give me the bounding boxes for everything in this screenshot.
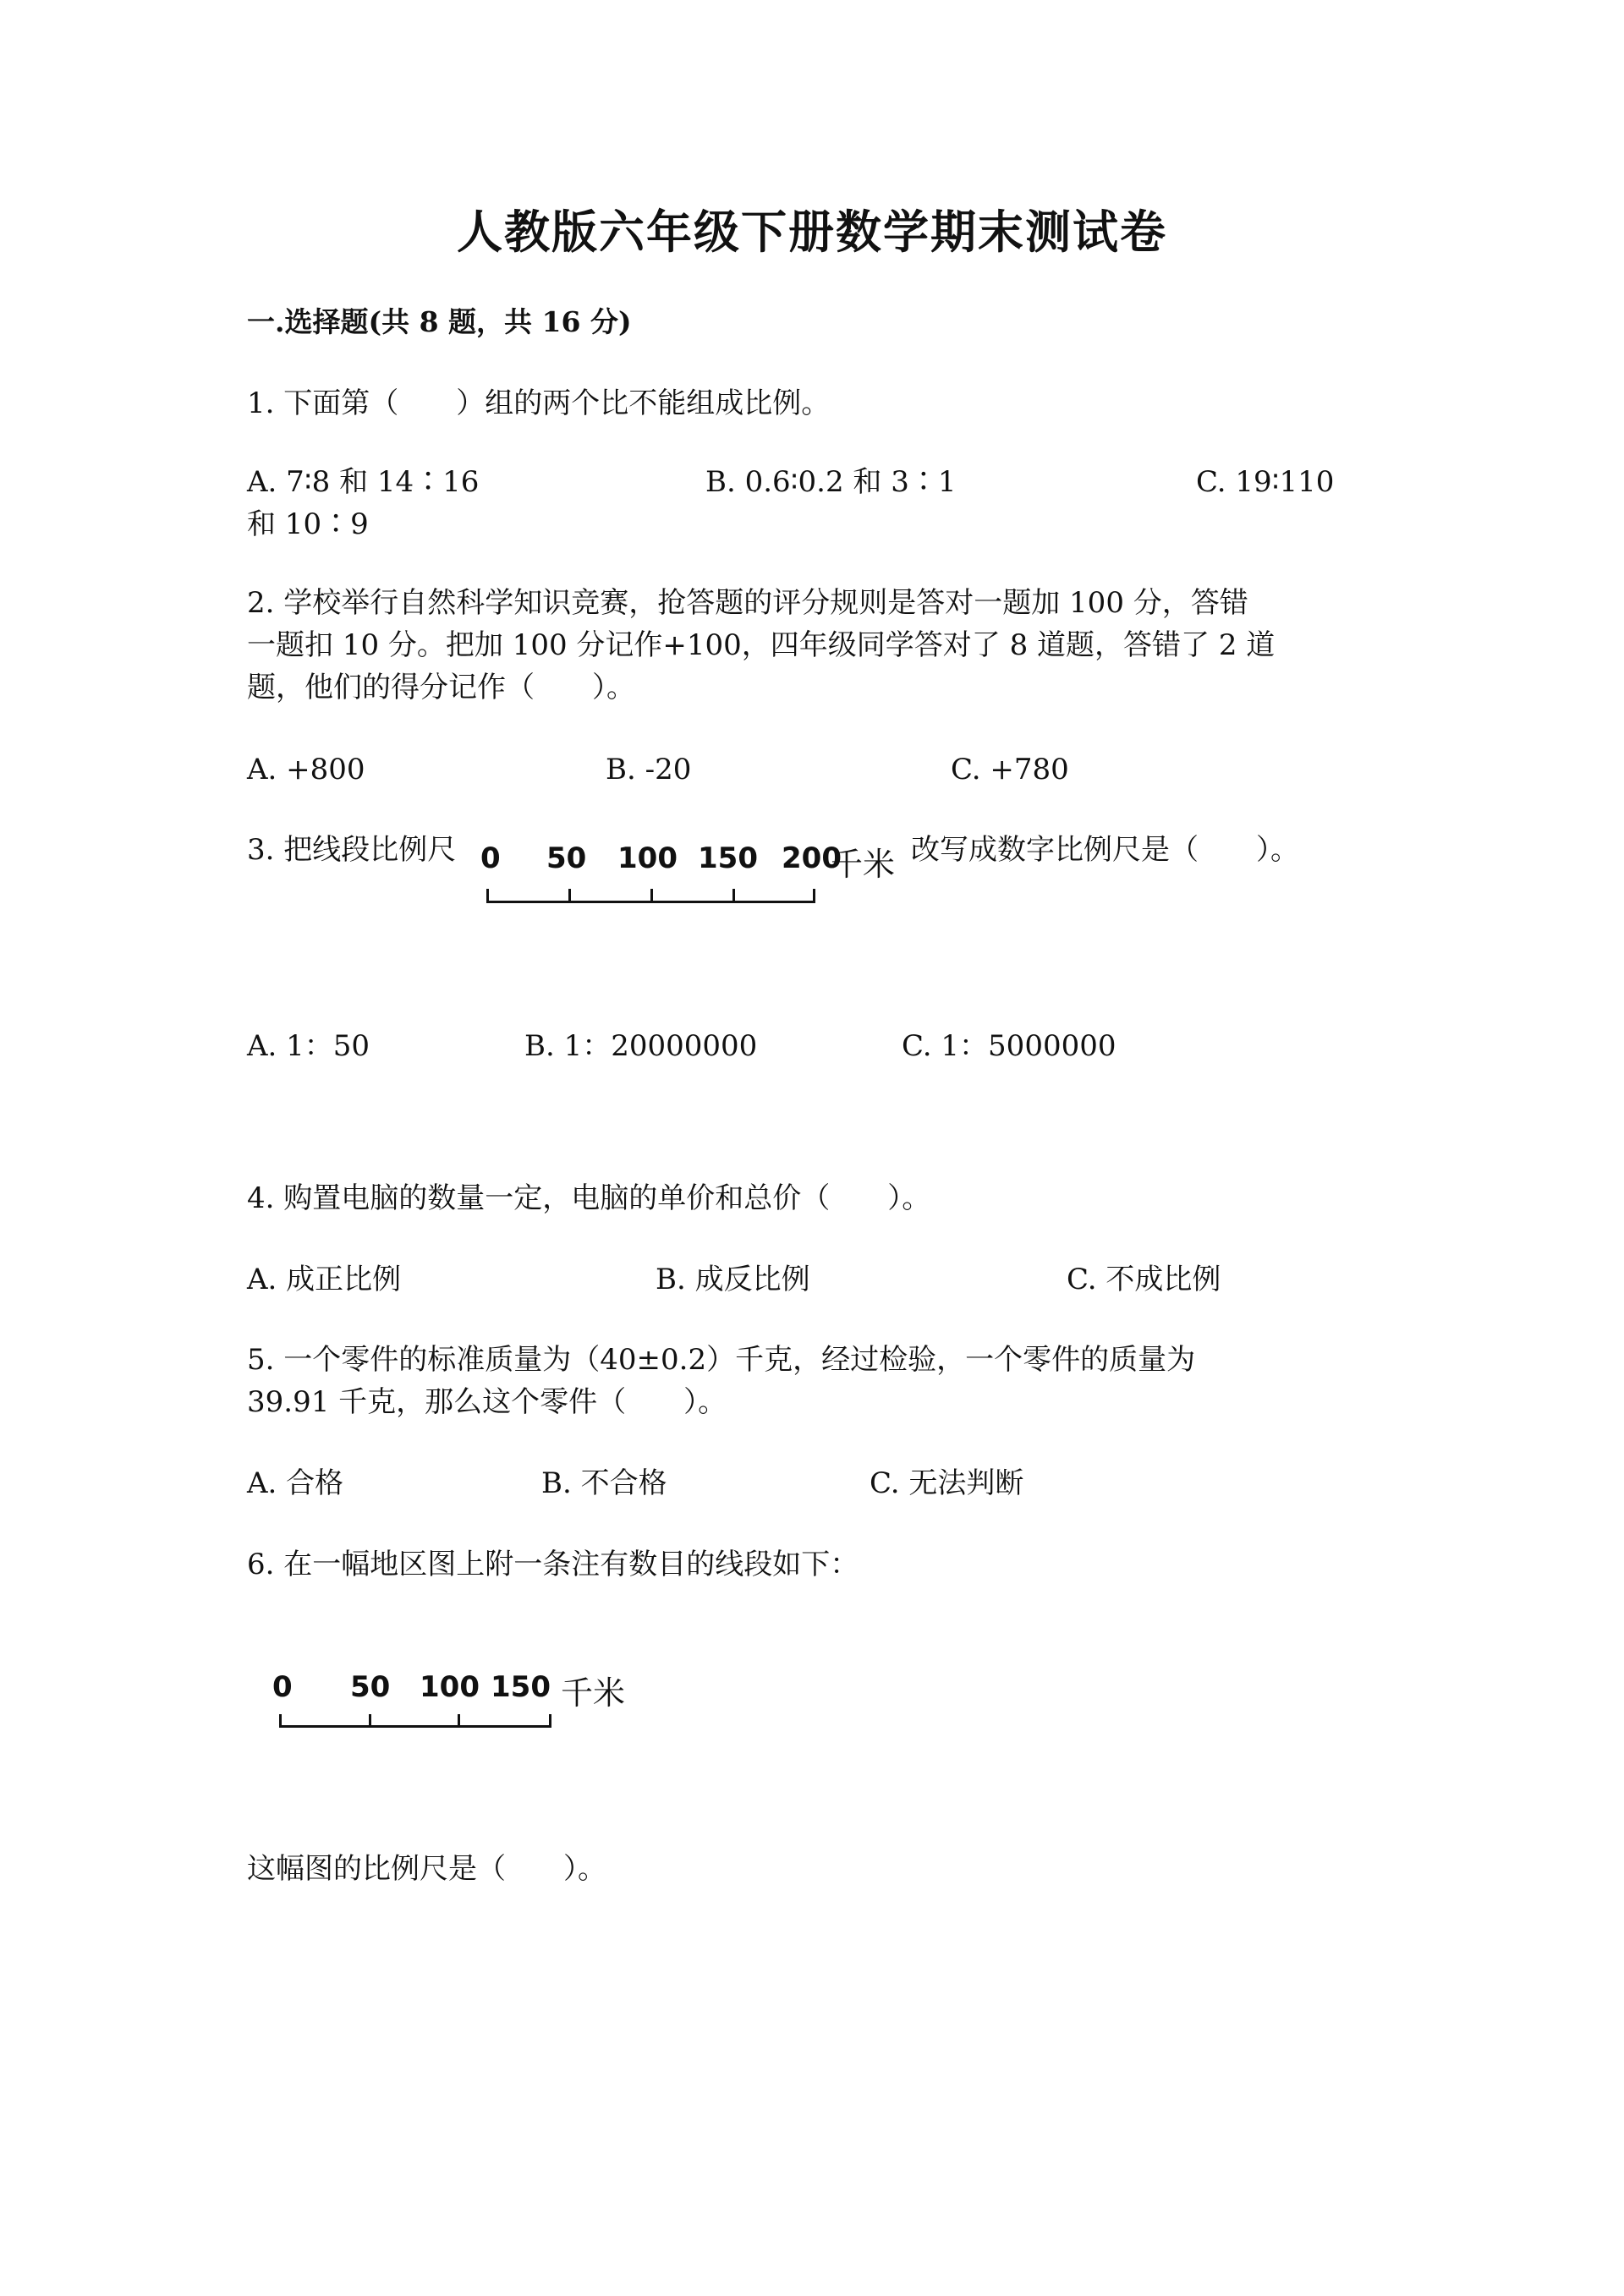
q1-option-a: A. 7∶8 和 14∶16 xyxy=(247,465,480,499)
q3-scale-tick xyxy=(568,889,571,903)
q3-stem-prefix: 3. 把线段比例尺 xyxy=(247,833,457,867)
q3-scale-label-100: 100 xyxy=(617,841,678,875)
q6-scale-tick xyxy=(458,1714,460,1728)
q3-scale-label-150: 150 xyxy=(698,841,758,875)
q3-option-c: C. 1：5000000 xyxy=(902,1029,1116,1063)
q5-option-c: C. 无法判断 xyxy=(870,1466,1024,1500)
q4-option-b: B. 成反比例 xyxy=(656,1263,810,1296)
q3-scale-tick xyxy=(486,889,489,903)
page-title: 人教版六年级下册数学期末测试卷 xyxy=(457,205,1167,259)
q4-option-c: C. 不成比例 xyxy=(1067,1263,1221,1296)
q2-option-a: A. +800 xyxy=(247,753,365,786)
q2-stem-line-3: 题，他们的得分记作（ ）。 xyxy=(247,671,635,704)
q3-scale-tick xyxy=(732,889,735,903)
q3-stem-suffix: 改写成数字比例尺是（ ）。 xyxy=(911,833,1299,867)
q3-scale-label-50: 50 xyxy=(546,841,587,875)
q2-stem-line-1: 2. 学校举行自然科学知识竞赛，抢答题的评分规则是答对一题加 100 分，答错 xyxy=(247,586,1248,620)
q6-scale-label-0: 0 xyxy=(272,1670,293,1704)
q5-stem-line-2: 39.91 千克，那么这个零件（ ）。 xyxy=(247,1385,727,1419)
q6-scale-unit: 千米 xyxy=(561,1674,626,1712)
q6-scale-tick xyxy=(279,1714,282,1728)
q3-option-b: B. 1：20000000 xyxy=(524,1029,758,1063)
q6-scale-baseline xyxy=(279,1725,551,1728)
q6-scale-label-150: 150 xyxy=(491,1670,551,1704)
q6-scale-tick xyxy=(549,1714,551,1728)
q1-option-c-continued: 和 10∶9 xyxy=(247,507,369,541)
q4-stem: 4. 购置电脑的数量一定，电脑的单价和总价（ ）。 xyxy=(247,1181,931,1215)
q2-stem-line-2: 一题扣 10 分。把加 100 分记作+100，四年级同学答对了 8 道题，答错了 2 道 xyxy=(247,628,1276,662)
q6-line-scale xyxy=(269,1670,658,1738)
section-heading: 一.选择题(共 8 题，共 16 分) xyxy=(247,305,632,338)
q6-stem: 6. 在一幅地区图上附一条注有数目的线段如下： xyxy=(247,1548,859,1581)
q1-option-b: B. 0.6∶0.2 和 3∶1 xyxy=(705,465,957,499)
q6-scale-label-50: 50 xyxy=(350,1670,391,1704)
q5-option-b: B. 不合格 xyxy=(541,1466,667,1500)
q6-scale-label-100: 100 xyxy=(420,1670,480,1704)
q3-scale-tick xyxy=(650,889,653,903)
q2-option-b: B. -20 xyxy=(606,753,692,786)
q3-scale-unit: 千米 xyxy=(831,846,896,883)
q3-line-scale xyxy=(474,841,914,909)
q1-option-c: C. 19∶110 xyxy=(1196,465,1335,499)
q3-option-a: A. 1：50 xyxy=(247,1029,370,1063)
q4-option-a: A. 成正比例 xyxy=(247,1263,402,1296)
q5-stem-line-1: 5. 一个零件的标准质量为（40±0.2）千克，经过检验，一个零件的质量为 xyxy=(247,1343,1196,1377)
q3-scale-label-0: 0 xyxy=(480,841,501,875)
q1-stem: 1. 下面第（ ）组的两个比不能组成比例。 xyxy=(247,386,831,420)
q6-followup: 这幅图的比例尺是（ ）。 xyxy=(247,1852,606,1886)
q5-option-a: A. 合格 xyxy=(247,1466,344,1500)
q3-scale-label-200: 200 xyxy=(782,841,842,875)
q2-option-c: C. +780 xyxy=(951,753,1069,786)
q6-scale-tick xyxy=(369,1714,371,1728)
q3-scale-tick xyxy=(813,889,815,903)
